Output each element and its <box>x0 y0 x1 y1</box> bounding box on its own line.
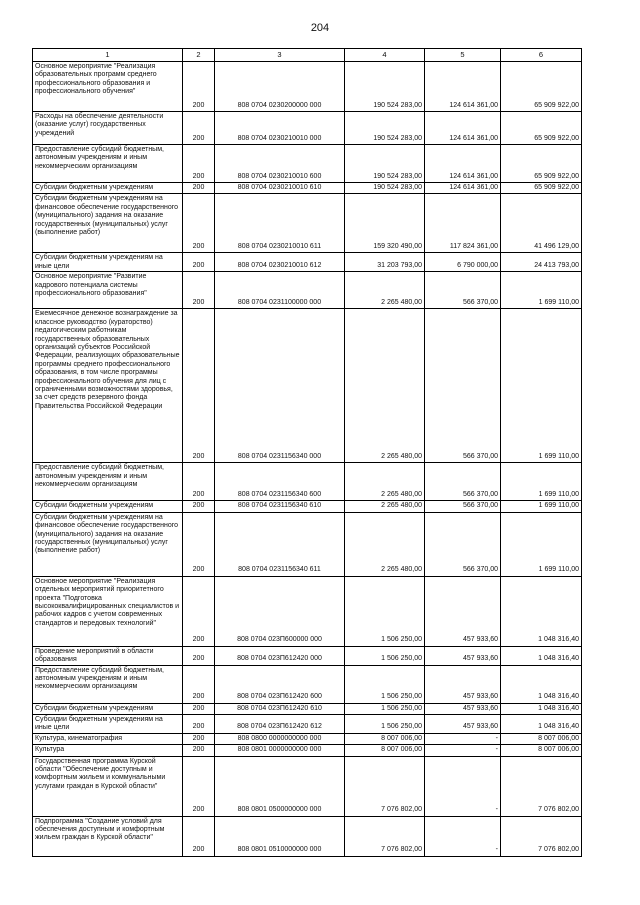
table-row <box>33 272 582 309</box>
row-name: Субсидии бюджетным учреждениям <box>33 501 183 512</box>
row-amount-regional: 65 909 922,00 <box>501 62 582 112</box>
row-amount-regional: 1 699 110,00 <box>501 501 582 512</box>
table-row <box>33 309 582 463</box>
header-row <box>33 49 582 62</box>
row-name: Ежемесячное денежное вознаграждение за классное руководство (кураторство) педагогическим работникам государственных образовательных организаций субъектов Российской Федерации, реализующих образовательные программы среднего профессионального образования, в том числе программы профессионального обучения для лиц с ограниченными возможностями здоровья, за счет средств резервного фонда Правительства Российской Федерации <box>33 309 183 463</box>
row-amount-total: 2 265 480,00 <box>345 501 425 512</box>
table-row <box>33 194 582 253</box>
row-grbs: 200 <box>183 665 215 703</box>
row-amount-total: 190 524 283,00 <box>345 145 425 183</box>
row-amount-regional: 1 048 316,40 <box>501 665 582 703</box>
row-name: Субсидии бюджетным учреждениям на финансовое обеспечение государственного (муниципального) задания на оказание государственных (муниципальных) услуг (выполнение работ) <box>33 512 183 576</box>
row-name: Субсидии бюджетным учреждениям <box>33 183 183 194</box>
row-amount-total: 2 265 480,00 <box>345 309 425 463</box>
row-name: Предоставление субсидий бюджетным, автономным учреждениям и иным некоммерческим организациям <box>33 665 183 703</box>
row-amount-regional: 65 909 922,00 <box>501 145 582 183</box>
row-code: 808 0704 0231156340 600 <box>215 463 345 501</box>
row-amount-regional: 1 048 316,40 <box>501 715 582 734</box>
row-amount-federal: 566 370,00 <box>425 512 501 576</box>
row-amount-total: 190 524 283,00 <box>345 62 425 112</box>
row-code: 808 0704 0231156340 610 <box>215 501 345 512</box>
row-amount-total: 190 524 283,00 <box>345 112 425 145</box>
row-grbs: 200 <box>183 309 215 463</box>
row-code: 808 0704 023П600000 000 <box>215 576 345 646</box>
table-row <box>33 501 582 512</box>
row-grbs: 200 <box>183 816 215 856</box>
row-amount-federal: - <box>425 756 501 816</box>
table-row <box>33 253 582 272</box>
row-grbs: 200 <box>183 62 215 112</box>
row-amount-regional: 1 699 110,00 <box>501 463 582 501</box>
row-grbs: 200 <box>183 501 215 512</box>
row-name: Основное мероприятие "Развитие кадрового потенциала системы профессионального образования" <box>33 272 183 309</box>
header-cell-6: 6 <box>501 49 582 62</box>
row-amount-regional: 1 699 110,00 <box>501 309 582 463</box>
row-amount-federal: 566 370,00 <box>425 501 501 512</box>
row-amount-total: 1 506 250,00 <box>345 646 425 665</box>
row-name: Культура <box>33 745 183 756</box>
header-cell-1: 1 <box>33 49 183 62</box>
table-row <box>33 756 582 816</box>
row-name: Проведение мероприятий в области образования <box>33 646 183 665</box>
row-code: 808 0704 023П612420 000 <box>215 646 345 665</box>
row-name: Субсидии бюджетным учреждениям <box>33 703 183 714</box>
row-grbs: 200 <box>183 715 215 734</box>
row-name: Подпрограмма "Создание условий для обеспечения доступным и комфортным жильем граждан в Курской области" <box>33 816 183 856</box>
page-number: 204 <box>310 22 330 34</box>
row-amount-total: 2 265 480,00 <box>345 512 425 576</box>
row-name: Субсидии бюджетным учреждениям на иные цели <box>33 715 183 734</box>
row-amount-federal: 124 614 361,00 <box>425 112 501 145</box>
row-amount-regional: 1 048 316,40 <box>501 576 582 646</box>
row-amount-regional: 1 048 316,40 <box>501 646 582 665</box>
table-row <box>33 463 582 501</box>
row-amount-total: 1 506 250,00 <box>345 703 425 714</box>
row-code: 808 0704 023П612420 610 <box>215 703 345 714</box>
row-amount-total: 31 203 793,00 <box>345 253 425 272</box>
row-code: 808 0704 0230210010 612 <box>215 253 345 272</box>
row-grbs: 200 <box>183 183 215 194</box>
row-name: Предоставление субсидий бюджетным, автономным учреждениям и иным некоммерческим организациям <box>33 463 183 501</box>
row-grbs: 200 <box>183 112 215 145</box>
row-code: 808 0801 0500000000 000 <box>215 756 345 816</box>
row-code: 808 0704 0231100000 000 <box>215 272 345 309</box>
row-code: 808 0704 0231156340 611 <box>215 512 345 576</box>
row-amount-total: 7 076 802,00 <box>345 756 425 816</box>
row-grbs: 200 <box>183 745 215 756</box>
row-amount-federal: - <box>425 745 501 756</box>
row-amount-regional: 8 007 006,00 <box>501 733 582 744</box>
row-name: Расходы на обеспечение деятельности (оказание услуг) государственных учреждений <box>33 112 183 145</box>
row-amount-regional: 8 007 006,00 <box>501 745 582 756</box>
row-code: 808 0704 0230210010 600 <box>215 145 345 183</box>
row-amount-federal: 124 614 361,00 <box>425 183 501 194</box>
table-row <box>33 512 582 576</box>
header-cell-5: 5 <box>425 49 501 62</box>
row-amount-regional: 65 909 922,00 <box>501 112 582 145</box>
row-amount-federal: 457 933,60 <box>425 646 501 665</box>
header-cell-3: 3 <box>215 49 345 62</box>
row-amount-federal: - <box>425 816 501 856</box>
row-grbs: 200 <box>183 194 215 253</box>
row-amount-regional: 65 909 922,00 <box>501 183 582 194</box>
row-name: Предоставление субсидий бюджетным, автономным учреждениям и иным некоммерческим организациям <box>33 145 183 183</box>
row-amount-federal: 566 370,00 <box>425 309 501 463</box>
row-amount-federal: - <box>425 733 501 744</box>
row-name: Основное мероприятие "Реализация образовательных программ среднего профессионального образования и профессионального обучения" <box>33 62 183 112</box>
row-amount-total: 2 265 480,00 <box>345 463 425 501</box>
row-grbs: 200 <box>183 253 215 272</box>
row-grbs: 200 <box>183 145 215 183</box>
row-amount-total: 159 320 490,00 <box>345 194 425 253</box>
header-cell-2: 2 <box>183 49 215 62</box>
row-grbs: 200 <box>183 646 215 665</box>
row-amount-total: 1 506 250,00 <box>345 665 425 703</box>
row-amount-total: 190 524 283,00 <box>345 183 425 194</box>
row-amount-total: 1 506 250,00 <box>345 576 425 646</box>
row-amount-federal: 566 370,00 <box>425 463 501 501</box>
row-grbs: 200 <box>183 463 215 501</box>
row-amount-total: 7 076 802,00 <box>345 816 425 856</box>
row-name: Субсидии бюджетным учреждениям на иные цели <box>33 253 183 272</box>
row-amount-total: 1 506 250,00 <box>345 715 425 734</box>
row-amount-regional: 41 496 129,00 <box>501 194 582 253</box>
table-row <box>33 576 582 646</box>
row-amount-federal: 117 824 361,00 <box>425 194 501 253</box>
table-row <box>33 145 582 183</box>
table-row <box>33 715 582 734</box>
row-grbs: 200 <box>183 512 215 576</box>
row-amount-regional: 1 699 110,00 <box>501 512 582 576</box>
header-cell-4: 4 <box>345 49 425 62</box>
row-amount-regional: 1 699 110,00 <box>501 272 582 309</box>
row-code: 808 0704 0230200000 000 <box>215 62 345 112</box>
row-amount-regional: 1 048 316,40 <box>501 703 582 714</box>
row-code: 808 0800 0000000000 000 <box>215 733 345 744</box>
row-code: 808 0704 0230210010 610 <box>215 183 345 194</box>
row-code: 808 0704 0231156340 000 <box>215 309 345 463</box>
row-amount-total: 8 007 006,00 <box>345 733 425 744</box>
row-amount-total: 2 265 480,00 <box>345 272 425 309</box>
table-row <box>33 183 582 194</box>
table-row <box>33 745 582 756</box>
row-name: Основное мероприятие "Реализация отдельных мероприятий приоритетного проекта "Подготовка высококвалифицированных специалистов и рабочих кадров с учетом современных стандартов и передовых технологий" <box>33 576 183 646</box>
table-row <box>33 816 582 856</box>
table-row <box>33 62 582 112</box>
table-row <box>33 112 582 145</box>
row-code: 808 0704 023П612420 600 <box>215 665 345 703</box>
row-amount-regional: 7 076 802,00 <box>501 756 582 816</box>
row-amount-federal: 457 933,60 <box>425 576 501 646</box>
row-grbs: 200 <box>183 733 215 744</box>
row-amount-federal: 566 370,00 <box>425 272 501 309</box>
row-amount-total: 8 007 006,00 <box>345 745 425 756</box>
row-amount-federal: 457 933,60 <box>425 665 501 703</box>
row-grbs: 200 <box>183 576 215 646</box>
table-row <box>33 646 582 665</box>
table-row <box>33 665 582 703</box>
row-amount-regional: 24 413 793,00 <box>501 253 582 272</box>
budget-table <box>32 48 582 857</box>
row-code: 808 0801 0510000000 000 <box>215 816 345 856</box>
table-row <box>33 733 582 744</box>
row-amount-federal: 457 933,60 <box>425 703 501 714</box>
row-amount-federal: 124 614 361,00 <box>425 145 501 183</box>
row-code: 808 0801 0000000000 000 <box>215 745 345 756</box>
row-grbs: 200 <box>183 756 215 816</box>
table-row <box>33 703 582 714</box>
row-amount-federal: 6 790 000,00 <box>425 253 501 272</box>
row-code: 808 0704 0230210010 611 <box>215 194 345 253</box>
row-code: 808 0704 0230210010 000 <box>215 112 345 145</box>
row-name: Культура, кинематография <box>33 733 183 744</box>
row-name: Государственная программа Курской области "Обеспечение доступным и комфортным жильем и коммунальными услугами граждан в Курской области" <box>33 756 183 816</box>
row-grbs: 200 <box>183 703 215 714</box>
row-code: 808 0704 023П612420 612 <box>215 715 345 734</box>
row-name: Субсидии бюджетным учреждениям на финансовое обеспечение государственного (муниципального) задания на оказание государственных (муниципальных) услуг (выполнение работ) <box>33 194 183 253</box>
row-amount-regional: 7 076 802,00 <box>501 816 582 856</box>
row-grbs: 200 <box>183 272 215 309</box>
row-amount-federal: 124 614 361,00 <box>425 62 501 112</box>
row-amount-federal: 457 933,60 <box>425 715 501 734</box>
